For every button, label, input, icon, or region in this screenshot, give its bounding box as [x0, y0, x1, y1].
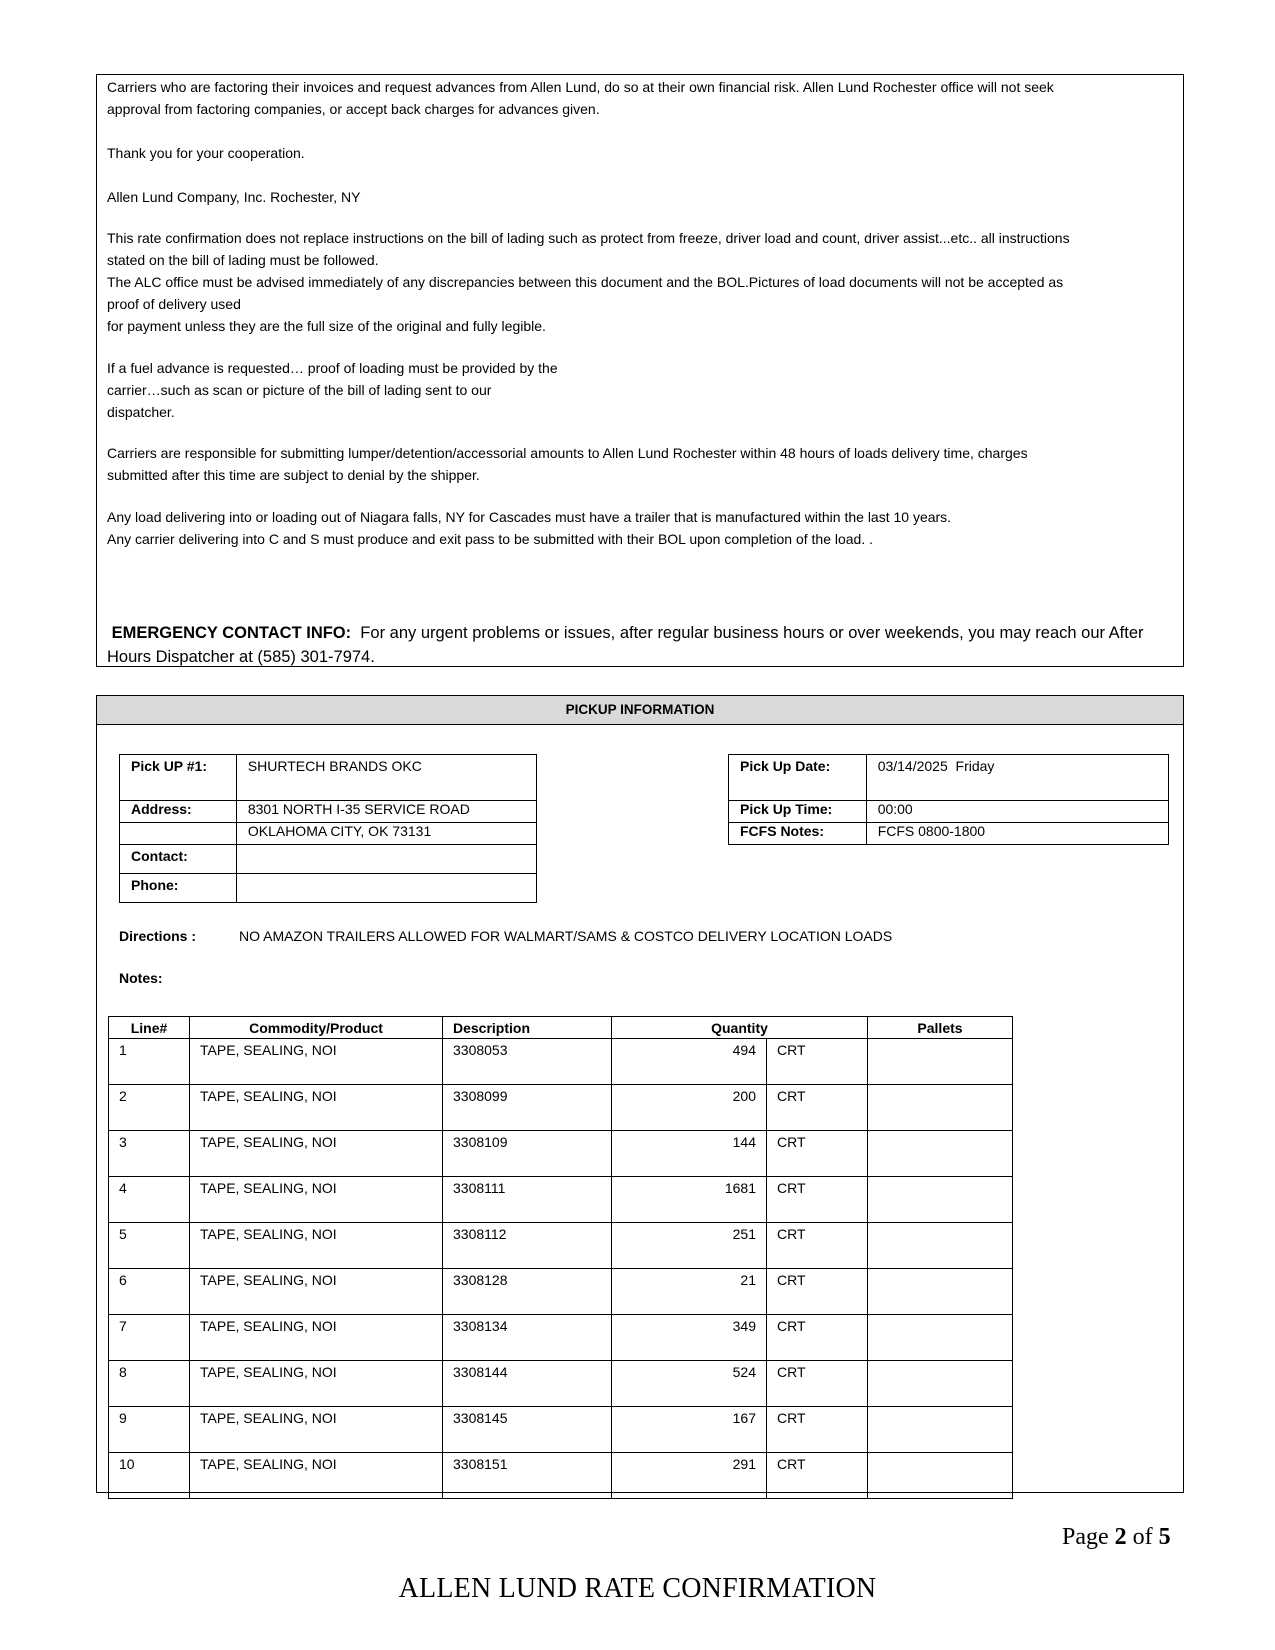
table-row: [109, 1177, 1013, 1223]
pickup-time-label: Pick Up Time:: [729, 801, 867, 823]
header-quantity: Quantity: [612, 1017, 868, 1039]
quantity-cell: 251: [612, 1223, 767, 1269]
pallets-cell: [868, 1453, 1013, 1499]
unit-cell: CRT: [767, 1407, 868, 1453]
pallets-cell: [868, 1085, 1013, 1131]
header-pallets: Pallets: [868, 1017, 1013, 1039]
unit-cell: CRT: [767, 1039, 868, 1085]
page-prefix: Page: [1062, 1524, 1115, 1550]
notice-factoring: [107, 76, 1054, 120]
description-cell: 3308128: [443, 1269, 612, 1315]
quantity-cell: 21: [612, 1269, 767, 1315]
table-row: [109, 1085, 1013, 1131]
table-row: [109, 1223, 1013, 1269]
quantity-cell: 524: [612, 1361, 767, 1407]
description-cell: 3308151: [443, 1453, 612, 1499]
page-number: [1062, 1524, 1171, 1551]
address-label: Address:: [120, 801, 237, 823]
pickup-header: PICKUP INFORMATION: [97, 696, 1183, 725]
pickup-date-value: 03/14/2025 Friday: [866, 755, 1168, 801]
unit-cell: CRT: [767, 1177, 868, 1223]
commodity-cell: TAPE, SEALING, NOI: [190, 1177, 443, 1223]
unit-cell: CRT: [767, 1085, 868, 1131]
commodity-cell: TAPE, SEALING, NOI: [190, 1269, 443, 1315]
emergency-text: For any urgent problems or issues, after regular business hours or over weekends, you may reach our After: [351, 624, 1144, 642]
description-cell: 3308134: [443, 1315, 612, 1361]
notice-line: submitted after this time are subject to denial by the shipper.: [107, 467, 480, 483]
page-of: of: [1126, 1524, 1159, 1550]
table-row: [109, 1407, 1013, 1453]
table-row: [109, 1039, 1013, 1085]
table-row: [109, 1361, 1013, 1407]
line-cell: 2: [109, 1085, 190, 1131]
pickup-name: SHURTECH BRANDS OKC: [236, 755, 536, 801]
pickup-schedule-table: [728, 754, 1169, 845]
commodity-cell: TAPE, SEALING, NOI: [190, 1453, 443, 1499]
notice-line: carrier…such as scan or picture of the bill of lading sent to our: [107, 382, 492, 398]
quantity-cell: 144: [612, 1131, 767, 1177]
emergency-text-line2: Hours Dispatcher at (585) 301-7974.: [107, 648, 375, 666]
quantity-cell: 291: [612, 1453, 767, 1499]
pallets-cell: [868, 1223, 1013, 1269]
notice-accessorial: [107, 442, 1028, 486]
directions-label: Directions :: [119, 928, 197, 944]
notice-line: dispatcher.: [107, 404, 175, 420]
page-total: 5: [1158, 1524, 1171, 1550]
fcfs-value: FCFS 0800-1800: [866, 823, 1168, 845]
phone-value: [236, 874, 536, 903]
notice-company: Allen Lund Company, Inc. Rochester, NY: [107, 189, 361, 205]
document-title: ALLEN LUND RATE CONFIRMATION: [398, 1573, 877, 1604]
notice-line: The ALC office must be advised immediately of any discrepancies between this document and the BOL.Pictures of load documents will not be accepted as: [107, 274, 1064, 290]
notice-line: for payment unless they are the full size of the original and fully legible.: [107, 318, 546, 334]
quantity-cell: 1681: [612, 1177, 767, 1223]
line-cell: 1: [109, 1039, 190, 1085]
contact-label: Contact:: [120, 845, 237, 874]
header-description: Description: [443, 1017, 612, 1039]
notice-line: Carriers who are factoring their invoices and request advances from Allen Lund, do so at their own financial risk. Allen Lund Rochester office will not seek: [107, 79, 1054, 95]
unit-cell: CRT: [767, 1131, 868, 1177]
pickup-time-value: 00:00: [866, 801, 1168, 823]
line-cell: 5: [109, 1223, 190, 1269]
pallets-cell: [868, 1177, 1013, 1223]
notice-line: Any carrier delivering into C and S must produce and exit pass to be submitted with their BOL upon completion of the load. .: [107, 531, 874, 547]
directions-value: NO AMAZON TRAILERS ALLOWED FOR WALMART/SAMS & COSTCO DELIVERY LOCATION LOADS: [239, 928, 893, 944]
unit-cell: CRT: [767, 1315, 868, 1361]
line-cell: 10: [109, 1453, 190, 1499]
pallets-cell: [868, 1269, 1013, 1315]
notice-thanks: Thank you for your cooperation.: [107, 145, 305, 161]
description-cell: 3308112: [443, 1223, 612, 1269]
notice-trailer-requirements: [107, 506, 951, 550]
line-cell: 4: [109, 1177, 190, 1223]
commodity-cell: TAPE, SEALING, NOI: [190, 1085, 443, 1131]
phone-label: Phone:: [120, 874, 237, 903]
description-cell: 3308144: [443, 1361, 612, 1407]
pallets-cell: [868, 1361, 1013, 1407]
emergency-label: EMERGENCY CONTACT INFO:: [107, 624, 352, 642]
line-cell: 8: [109, 1361, 190, 1407]
table-row: [109, 1315, 1013, 1361]
description-cell: 3308099: [443, 1085, 612, 1131]
commodity-table-header: [109, 1017, 1013, 1039]
notice-line: If a fuel advance is requested… proof of loading must be provided by the: [107, 360, 558, 376]
description-cell: 3308109: [443, 1131, 612, 1177]
pickup-number-label: Pick UP #1:: [120, 755, 237, 801]
table-row: [109, 1131, 1013, 1177]
table-row: [109, 1269, 1013, 1315]
notes-label: Notes:: [119, 970, 163, 986]
unit-cell: CRT: [767, 1223, 868, 1269]
commodity-cell: TAPE, SEALING, NOI: [190, 1315, 443, 1361]
commodity-cell: TAPE, SEALING, NOI: [190, 1039, 443, 1085]
header-line: Line#: [109, 1017, 190, 1039]
quantity-cell: 494: [612, 1039, 767, 1085]
notice-line: This rate confirmation does not replace instructions on the bill of lading such as protect from freeze, driver load and count, driver assist...etc.. all instructions: [107, 230, 1070, 246]
commodity-cell: TAPE, SEALING, NOI: [190, 1131, 443, 1177]
line-cell: 7: [109, 1315, 190, 1361]
pallets-cell: [868, 1407, 1013, 1453]
address-line2: OKLAHOMA CITY, OK 73131: [236, 823, 536, 845]
page-current: 2: [1114, 1524, 1127, 1550]
commodity-table: [108, 1016, 1013, 1499]
description-cell: 3308145: [443, 1407, 612, 1453]
notice-line: Carriers are responsible for submitting lumper/detention/accessorial amounts to Allen Lund Rochester within 48 hours of loads delivery time, charges: [107, 445, 1028, 461]
pallets-cell: [868, 1315, 1013, 1361]
pickup-location-table: [119, 754, 537, 903]
quantity-cell: 167: [612, 1407, 767, 1453]
notice-line: Any load delivering into or loading out of Niagara falls, NY for Cascades must have a trailer that is manufactured within the last 10 years.: [107, 509, 952, 525]
notice-line: stated on the bill of lading must be followed.: [107, 252, 379, 268]
unit-cell: CRT: [767, 1269, 868, 1315]
header-commodity: Commodity/Product: [190, 1017, 443, 1039]
unit-cell: CRT: [767, 1453, 868, 1499]
quantity-cell: 349: [612, 1315, 767, 1361]
pallets-cell: [868, 1039, 1013, 1085]
line-cell: 6: [109, 1269, 190, 1315]
emergency-contact: [107, 621, 1144, 669]
notice-line: approval from factoring companies, or accept back charges for advances given.: [107, 101, 600, 117]
fcfs-label: FCFS Notes:: [729, 823, 867, 845]
pickup-date-label: Pick Up Date:: [729, 755, 867, 801]
address-line1: 8301 NORTH I-35 SERVICE ROAD: [236, 801, 536, 823]
contact-value: [236, 845, 536, 874]
description-cell: 3308111: [443, 1177, 612, 1223]
line-cell: 3: [109, 1131, 190, 1177]
terms-notice-box: [96, 74, 1184, 667]
notice-fuel-advance: [107, 357, 558, 423]
address-label-blank: [120, 823, 237, 845]
pickup-information-box: [96, 695, 1184, 1493]
quantity-cell: 200: [612, 1085, 767, 1131]
commodity-cell: TAPE, SEALING, NOI: [190, 1407, 443, 1453]
notice-bol-instructions: [107, 227, 1070, 337]
unit-cell: CRT: [767, 1361, 868, 1407]
notice-line: proof of delivery used: [107, 296, 241, 312]
line-cell: 9: [109, 1407, 190, 1453]
commodity-cell: TAPE, SEALING, NOI: [190, 1223, 443, 1269]
commodity-cell: TAPE, SEALING, NOI: [190, 1361, 443, 1407]
table-row: [109, 1453, 1013, 1499]
pallets-cell: [868, 1131, 1013, 1177]
description-cell: 3308053: [443, 1039, 612, 1085]
